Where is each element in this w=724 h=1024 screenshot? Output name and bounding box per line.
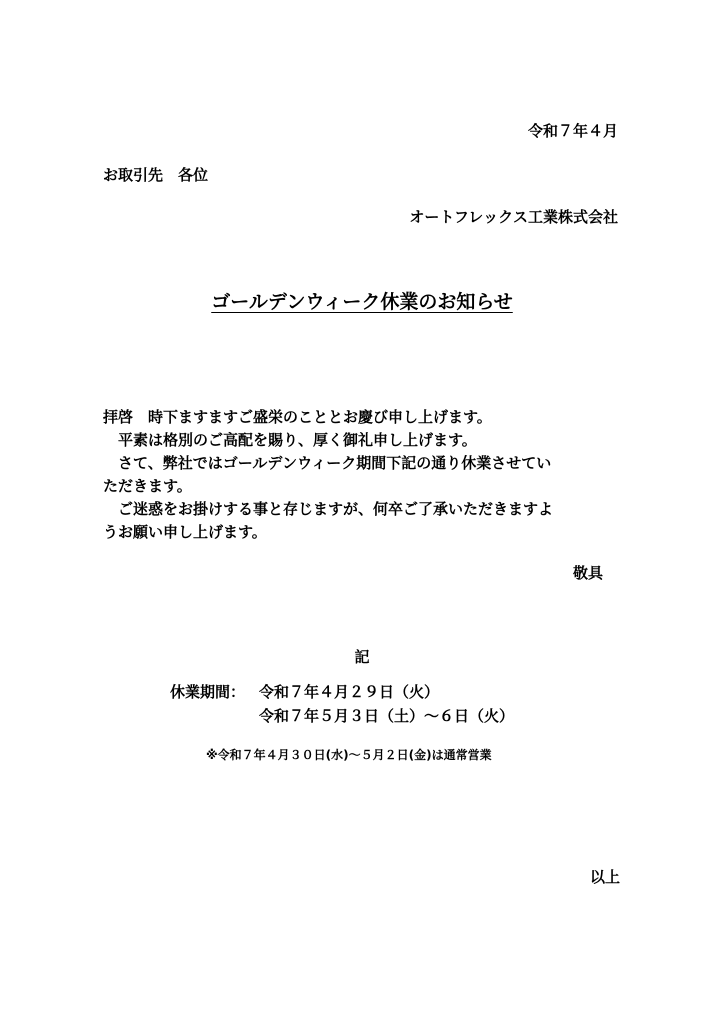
business-days-note: ※令和７年４月３０日(水)～５月２日(金)は通常営業 — [206, 748, 492, 762]
recipient-line: お取引先 各位 — [103, 166, 209, 184]
letter-body — [103, 406, 623, 544]
body-line: 平素は格別のご高配を賜り、厚く御礼申し上げます。 — [103, 431, 477, 449]
end-mark: 以上 — [589, 868, 620, 886]
notice-heading: 記 — [354, 648, 370, 666]
company-name: オートフレックス工業株式会社 — [409, 208, 618, 226]
period-first-date: 令和７年４月２９日（火） — [259, 683, 440, 701]
period-second-date: 令和７年５月３日（土）～６日（火） — [259, 707, 515, 725]
document-title: ゴールデンウィーク休業のお知らせ — [211, 291, 513, 313]
body-line: ご迷惑をお掛けする事と存じますが、何卒ご了承いただきますよ — [103, 500, 554, 518]
document-date: 令和７年４月 — [527, 122, 618, 140]
body-line: さて、弊社ではゴールデンウィーク期間下記の通り休業させてい — [103, 454, 552, 472]
period-label: 休業期間： — [170, 683, 246, 701]
body-line: ただきます。 — [103, 477, 192, 495]
body-line: 拝啓 時下ますますご盛栄のこととお慶び申し上げます。 — [103, 408, 492, 426]
body-line: うお願い申し上げます。 — [103, 523, 267, 541]
closing-remark: 敬具 — [572, 564, 603, 582]
